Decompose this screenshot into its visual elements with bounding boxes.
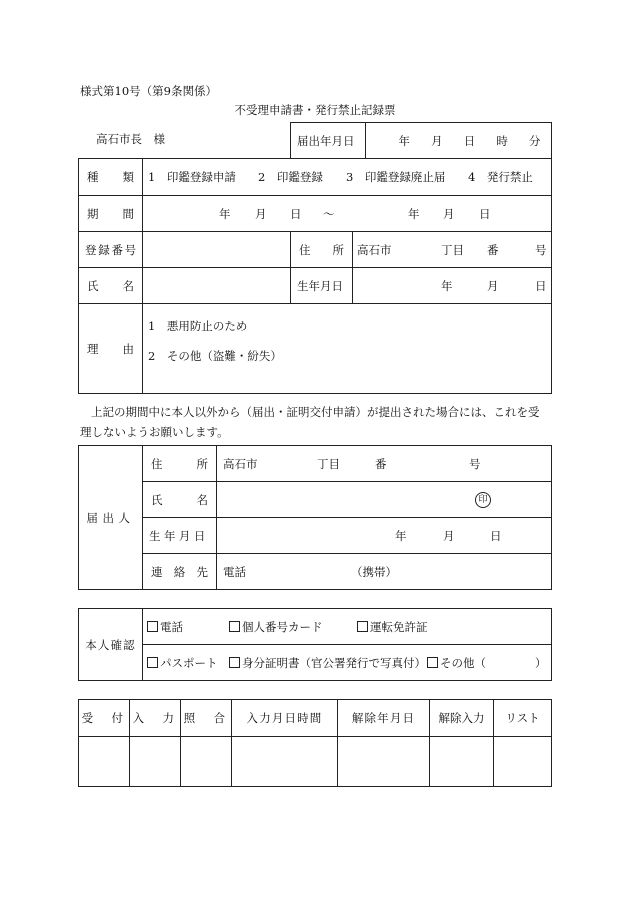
- type-label: 種 類: [87, 170, 134, 184]
- header-reception: 受 付: [79, 700, 130, 737]
- identity-row-2: [143, 645, 552, 681]
- period-label: 期 間: [87, 206, 134, 221]
- dob-label: 生年月日: [291, 268, 353, 304]
- type-option-4[interactable]: 4 発行禁止: [468, 170, 533, 184]
- cell-input-datetime[interactable]: [232, 737, 338, 787]
- addressee: 高石市長 様: [96, 132, 165, 146]
- seal-icon: 印: [475, 492, 491, 508]
- checkbox-mynumber-label: 個人番号カード: [242, 619, 323, 634]
- header-input-datetime: 入力月日時間: [232, 700, 338, 737]
- checkbox-icon: [427, 657, 438, 668]
- minute-unit: 分: [528, 133, 541, 148]
- applicant-address-label: 住 所: [151, 456, 208, 471]
- checkbox-phone[interactable]: [147, 619, 183, 635]
- checkbox-icon: [229, 621, 240, 632]
- applicant-contact-field[interactable]: [217, 554, 552, 590]
- applicant-table: [78, 445, 552, 590]
- checkbox-phone-label: 電話: [160, 619, 183, 634]
- cell-release-date[interactable]: [338, 737, 430, 787]
- type-options[interactable]: [143, 159, 552, 196]
- header-input: 入 力: [130, 700, 181, 737]
- period-from-day: 日: [290, 206, 302, 221]
- header-list: リスト: [494, 700, 552, 737]
- dob-day: 日: [535, 278, 547, 293]
- type-option-3[interactable]: 3 印鑑登録廃止届: [346, 170, 446, 184]
- applicant-label: 届出人: [79, 446, 143, 590]
- month-unit: 月: [431, 133, 443, 148]
- contact-phone: 電話: [223, 564, 246, 579]
- checkbox-icon: [229, 657, 240, 668]
- applicant-address-city: 高石市: [223, 456, 258, 471]
- type-option-2[interactable]: 2 印鑑登録: [258, 170, 323, 184]
- period-to-year: 年: [408, 206, 420, 221]
- checkbox-other-label: その他（: [440, 655, 486, 670]
- reason-options[interactable]: [143, 304, 552, 394]
- address-chome: 丁目: [441, 242, 464, 257]
- dob-month: 月: [487, 278, 499, 293]
- filing-date-table: [290, 122, 552, 159]
- header-release-input: 解除入力: [430, 700, 494, 737]
- header-verify: 照 合: [181, 700, 232, 737]
- request-note: 上記の期間中に本人以外から（届出・証明交付申請）が提出された場合には、これを受理しないようお願いします。: [80, 405, 540, 439]
- period-separator: ～: [323, 206, 335, 221]
- day-unit: 日: [463, 133, 476, 148]
- name-field[interactable]: [143, 268, 291, 304]
- identity-row-1: [143, 609, 552, 645]
- address-ban: 番: [487, 242, 499, 257]
- checkbox-icon: [147, 621, 158, 632]
- checkbox-idcard-label: 身分証明書（官公署発行で写真付）: [242, 655, 426, 670]
- cell-verify[interactable]: [181, 737, 232, 787]
- form-number: 様式第10号（第9条関係）: [80, 84, 217, 98]
- period-from-year: 年: [219, 206, 231, 221]
- other-close-paren: ）: [535, 655, 547, 670]
- applicant-address-ban: 番: [375, 456, 387, 471]
- reason-label: 理 由: [87, 341, 134, 356]
- checkbox-license[interactable]: [357, 619, 428, 635]
- header-release-date: 解除年月日: [338, 700, 430, 737]
- checkbox-passport[interactable]: [147, 655, 218, 671]
- applicant-address-field[interactable]: [217, 446, 552, 482]
- checkbox-mynumber[interactable]: [229, 619, 323, 635]
- checkbox-other[interactable]: [427, 655, 486, 671]
- period-field[interactable]: [143, 196, 552, 232]
- checkbox-idcard[interactable]: [229, 655, 426, 671]
- office-table: [78, 699, 552, 787]
- main-table: [78, 158, 552, 394]
- applicant-name-field[interactable]: [217, 482, 552, 518]
- dob-year: 年: [441, 278, 453, 293]
- checkbox-license-label: 運転免許証: [370, 619, 428, 634]
- filing-date-field[interactable]: [366, 123, 552, 159]
- applicant-contact-label: 連 絡 先: [151, 564, 208, 579]
- checkbox-passport-label: パスポート: [160, 655, 218, 670]
- applicant-address-chome: 丁目: [317, 456, 340, 471]
- checkbox-icon: [357, 621, 368, 632]
- applicant-dob-month: 月: [443, 528, 455, 543]
- cell-list[interactable]: [494, 737, 552, 787]
- cell-release-input[interactable]: [430, 737, 494, 787]
- address-field[interactable]: [353, 232, 552, 268]
- address-city: 高石市: [357, 242, 392, 257]
- dob-field[interactable]: [353, 268, 552, 304]
- type-option-1[interactable]: 1 印鑑登録申請: [148, 170, 236, 184]
- year-unit: 年: [398, 133, 411, 148]
- period-to-month: 月: [443, 206, 455, 221]
- reg-no-field[interactable]: [143, 232, 291, 268]
- address-go: 号: [535, 242, 547, 257]
- applicant-address-go: 号: [469, 456, 481, 471]
- identity-label: 本人確認: [79, 609, 143, 681]
- cell-reception[interactable]: [79, 737, 130, 787]
- cell-input[interactable]: [130, 737, 181, 787]
- period-to-day: 日: [479, 206, 491, 221]
- applicant-dob-day: 日: [490, 528, 502, 543]
- contact-mobile: （携帯）: [351, 564, 397, 579]
- identity-table: [78, 608, 552, 681]
- applicant-name-label: 氏 名: [151, 492, 208, 507]
- period-from-month: 月: [255, 206, 267, 221]
- reg-no-label: 登録番号: [79, 232, 143, 268]
- filing-date-label: 届出年月日: [291, 123, 366, 159]
- name-label: 氏 名: [87, 278, 134, 293]
- reason-option-1[interactable]: 1 悪用防止のため: [148, 319, 248, 333]
- applicant-dob-year: 年: [395, 528, 407, 543]
- address-label: 住 所: [299, 242, 344, 257]
- applicant-dob-label: 生年月日: [143, 518, 217, 554]
- applicant-dob-field[interactable]: [217, 518, 552, 554]
- checkbox-icon: [147, 657, 158, 668]
- document-title: 不受理申請書・発行禁止記録票: [234, 103, 396, 117]
- hour-unit: 時: [496, 133, 508, 148]
- reason-option-2[interactable]: 2 その他（盗難・紛失）: [148, 349, 282, 363]
